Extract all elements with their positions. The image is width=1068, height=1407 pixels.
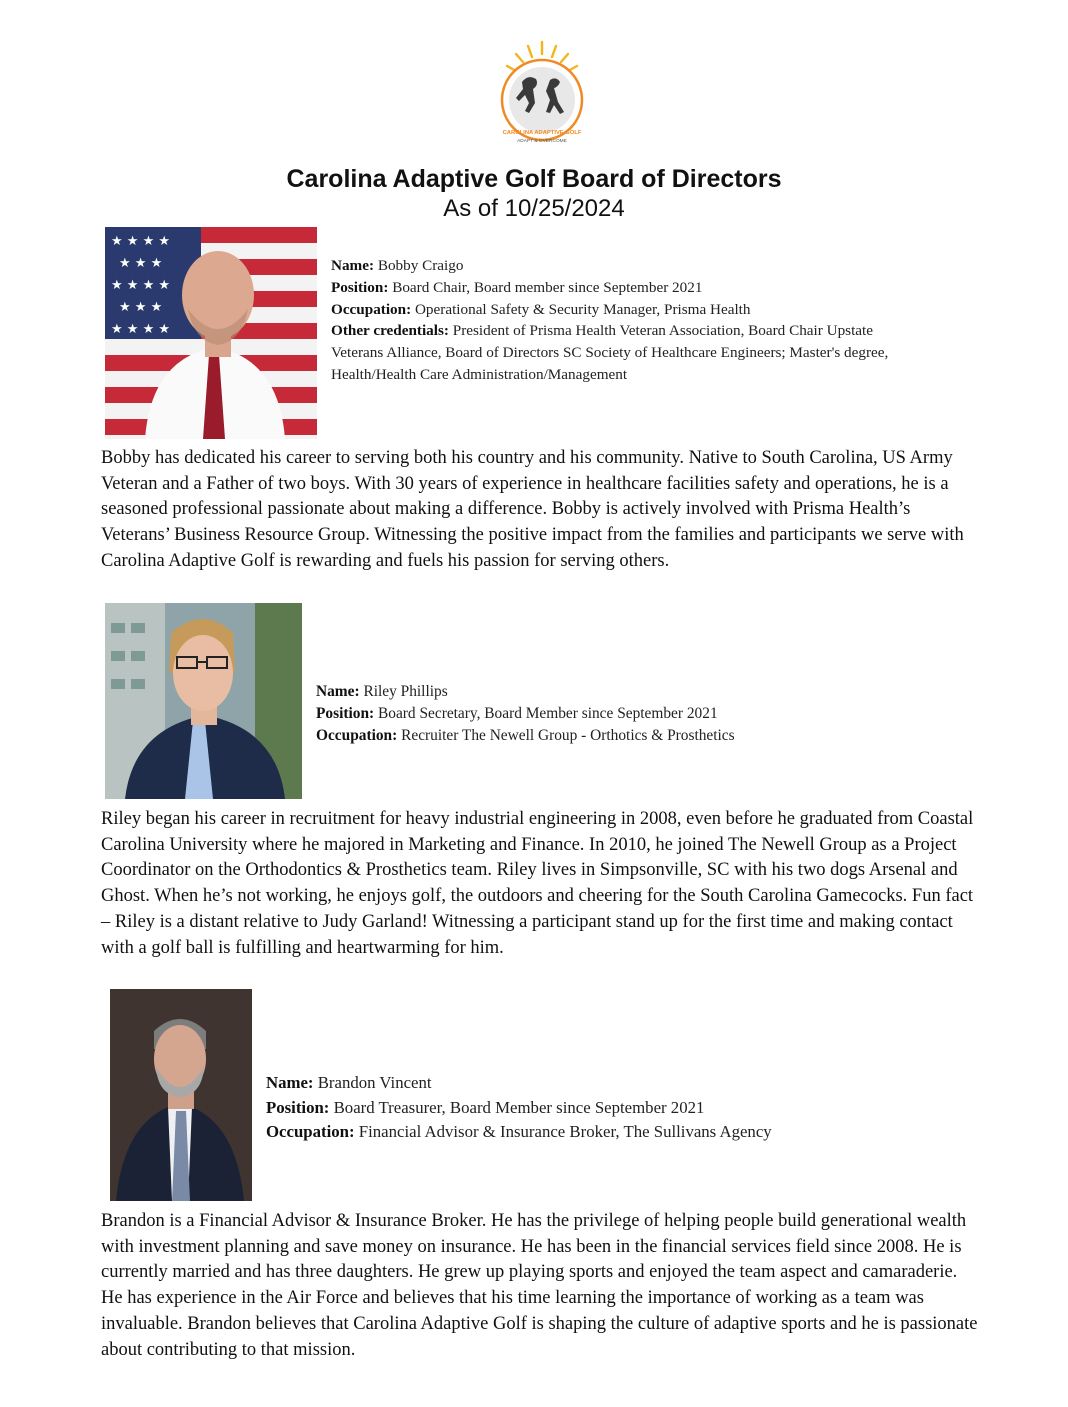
portrait-flag-background-icon: [105, 227, 317, 439]
member-field: Position: Board Secretary, Board Member since September 2021: [316, 705, 718, 723]
member-bio: Brandon is a Financial Advisor & Insurance Broker. He has the privilege of helping people build generational wealth with investment planning and save money on insurance. He has been in the financial services field since 2008. He is currently married and has three daughters. He grew up playing sports and enjoyed the team aspect and camaraderie. He has experience in the Air Force and believes that his time learning the importance of working as a team was invaluable. Brandon believes that Carolina Adaptive Golf is shaping the culture of adaptive sports and he is passionate about contributing to that mission.: [101, 1211, 978, 1360]
member-field: Name: Riley Phillips: [316, 683, 448, 700]
svg-text:★ ★ ★ ★: ★ ★ ★ ★: [111, 278, 171, 293]
member-field: Occupation: Recruiter The Newell Group - Orthotics & Prosthetics: [316, 727, 735, 745]
member-field: Position: Board Chair, Board member since September 2021: [331, 278, 703, 296]
member-field: Name: Brandon Vincent: [266, 1073, 432, 1092]
member-details: [316, 681, 916, 748]
member-details: [266, 1071, 906, 1145]
member-photo: [105, 603, 302, 799]
member-field: Other credentials: President of Prisma Health Veteran Association, Board Chair Upstate Veterans Alliance, Board of Directors SC Society of Healthcare Engineers; Master's degree, Health/Health Care Administration/Management: [331, 322, 889, 383]
portrait-studio-background-icon: [110, 989, 252, 1201]
svg-text:★ ★ ★: ★ ★ ★: [119, 256, 163, 271]
member-field: Occupation: Financial Advisor & Insurance Broker, The Sullivans Agency: [266, 1122, 772, 1142]
portrait-outdoor-background-icon: [105, 603, 302, 799]
member-bio: Bobby has dedicated his career to serving both his country and his community. Native to South Carolina, US Army Veteran and a Father of two boys. With 30 years of experience in healthcare facilities safety and operations, he is a seasoned professional passionate about making a difference. Bobby is actively involved with Prisma Health’s Veterans’ Business Resource Group. Witnessing the positive impact from the families and participants we serve with Carolina Adaptive Golf is rewarding and fuels his passion for serving others.: [101, 448, 964, 571]
svg-text:CAROLINA ADAPTIVE GOLF: CAROLINA ADAPTIVE GOLF: [502, 130, 582, 136]
member-photo: [105, 227, 317, 439]
as-of-date: As of 10/25/2024: [443, 195, 625, 222]
member-photo: [110, 989, 252, 1201]
svg-text:ADAPT & OVERCOME: ADAPT & OVERCOME: [517, 139, 567, 144]
member-field: Occupation: Operational Safety & Security Manager, Prisma Health: [331, 300, 751, 318]
member-details: [331, 255, 911, 386]
svg-text:★ ★ ★: ★ ★ ★: [119, 300, 163, 315]
page-title: Carolina Adaptive Golf Board of Directors: [286, 165, 782, 193]
member-field: Position: Board Treasurer, Board Member since September 2021: [266, 1097, 705, 1117]
organization-logo: [492, 38, 592, 146]
svg-text:★ ★ ★ ★: ★ ★ ★ ★: [111, 322, 171, 337]
member-bio: Riley began his career in recruitment for heavy industrial engineering in 2008, even before he graduated from Coastal Carolina University where he majored in Marketing and Finance. In 2010, he joined The Newell Group as a Project Coordinator on the Orthodontics & Prosthetics team. Riley lives in Simpsonville, SC with his two dogs Arsenal and Ghost. When he’s not working, he enjoys golf, the outdoors and cheering for the South Carolina Gamecocks. Fun fact – Riley is a distant relative to Judy Garland! Witnessing a participant stand up for the first time and making contact with a golf ball is fulfilling and heartwarming for him.: [101, 809, 974, 958]
svg-text:★ ★ ★ ★: ★ ★ ★ ★: [111, 234, 171, 249]
member-field: Name: Bobby Craigo: [331, 257, 464, 274]
